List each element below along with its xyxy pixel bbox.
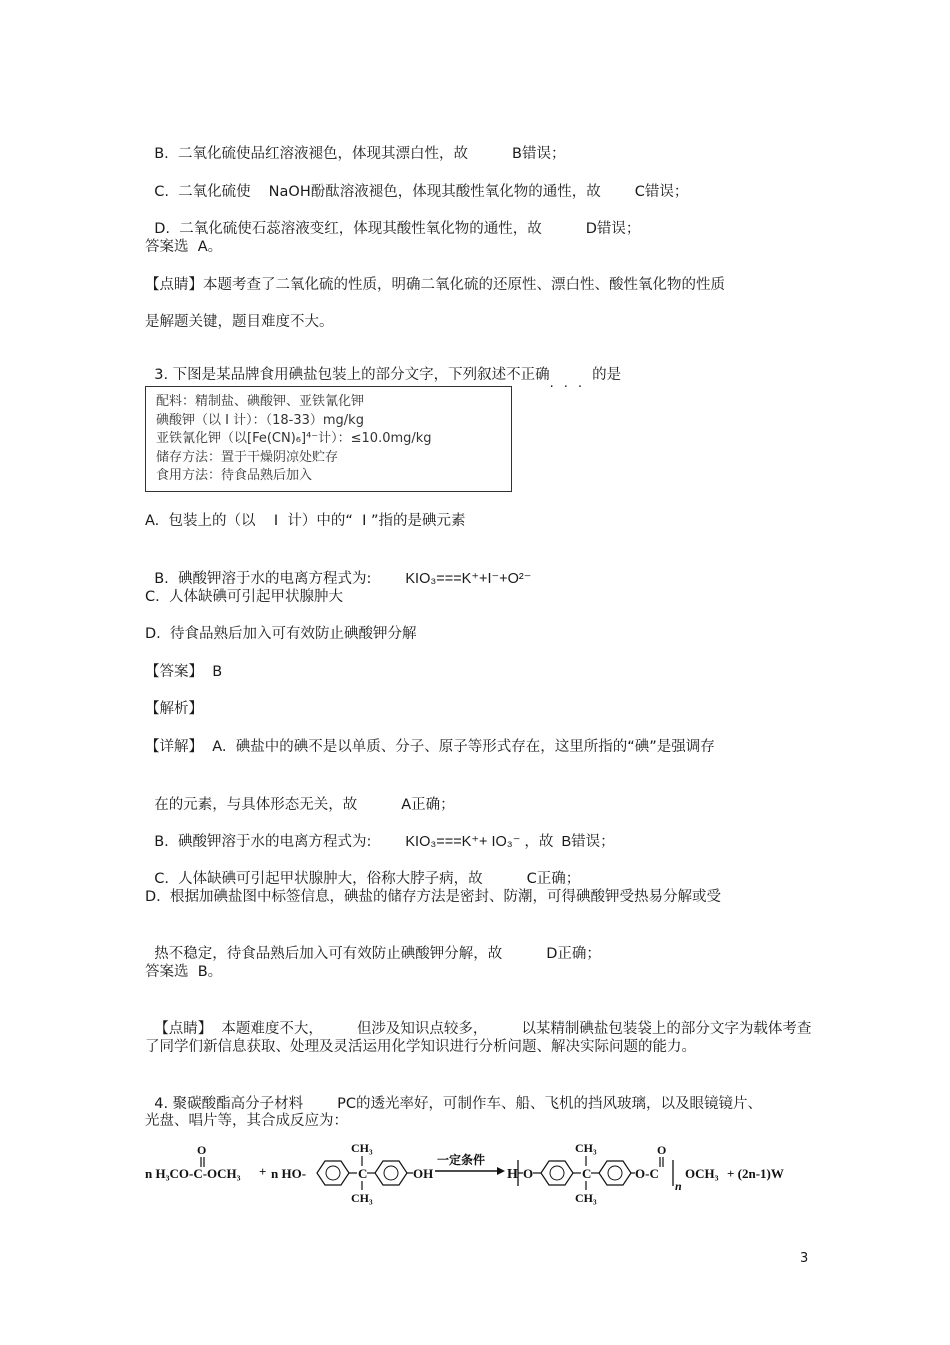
- text-line: 答案选 A。: [145, 239, 223, 255]
- detail-text: 【点睛】 本题难度不大，: [154, 1021, 323, 1037]
- ionization-equation: KIO₃===K⁺+ IO₃⁻ ，故 B错误；: [405, 834, 615, 850]
- line-text: B. 二氧化硫使品红溶液褪色，体现其漂白性，故: [154, 146, 468, 162]
- option-b: [145, 549, 531, 589]
- option-text: B. 碘酸钾溶于水的电离方程式为:: [154, 571, 372, 587]
- line-text: C. 二氧化硫使: [154, 184, 251, 200]
- analysis-heading: 【解析】: [145, 701, 203, 717]
- detail-text: 热不稳定，待食品熟后加入可有效防止碘酸钾分解，故: [154, 946, 503, 962]
- text-line: [145, 199, 640, 239]
- carbonyl-oxygen: O: [657, 1143, 667, 1157]
- aromatic-circle: [550, 1166, 564, 1180]
- question-3: [145, 345, 622, 391]
- product-h: H: [507, 1167, 518, 1182]
- detail-text: C正确；: [526, 871, 581, 887]
- label-row: 储存方法：置于干燥阴凉处贮存: [156, 449, 339, 465]
- methyl-bottom: CH₃: [351, 1191, 373, 1205]
- quaternary-carbon: C: [582, 1166, 592, 1181]
- hydroxyl: OH: [413, 1166, 434, 1181]
- line-text: D错误；: [585, 221, 641, 237]
- detail-line: [145, 924, 601, 964]
- answer: 【答案】 B: [145, 664, 223, 680]
- product-ester-group: O-C: [635, 1166, 659, 1181]
- option-c: C. 人体缺碘可引起甲状腺肿大: [145, 589, 343, 605]
- text-line: [145, 124, 565, 164]
- question-text: 光盘、唱片等，其合成反应为：: [145, 1113, 348, 1129]
- detail-line: [145, 999, 811, 1039]
- aromatic-circle: [608, 1166, 622, 1180]
- detail-text: B. 碘酸钾溶于水的电离方程式为:: [154, 834, 372, 850]
- text-line: 【点睛】本题考查了二氧化硫的性质，明确二氧化硫的还原性、漂白性、酸性氧化物的性质: [145, 277, 725, 293]
- product-end-group: OCH₃: [685, 1166, 719, 1181]
- detail-text: 在的元素，与具体形态无关，故: [154, 797, 358, 813]
- page-number: 3: [800, 1251, 809, 1266]
- benzene-ring: [599, 1161, 631, 1185]
- detail-text: C. 人体缺碘可引起甲状腺肿大，俗称大脖子病，故: [154, 871, 483, 887]
- emphasis-dots: ...: [549, 376, 593, 391]
- arrow-head: [497, 1167, 505, 1175]
- product-oxygen: O: [523, 1166, 534, 1181]
- plus-sign: +: [259, 1164, 267, 1179]
- methyl-bottom: CH₃: [575, 1191, 597, 1205]
- aromatic-circle: [326, 1166, 340, 1180]
- salt-package-label: [145, 386, 512, 492]
- benzene-ring: [375, 1161, 407, 1185]
- question-4: [145, 1074, 762, 1114]
- line-text: C错误；: [634, 184, 689, 200]
- detail-text: D正确；: [546, 946, 601, 962]
- text-line: [145, 162, 688, 202]
- detail-line: 答案选 B。: [145, 964, 223, 980]
- detail-text: 以某精制碘盐包装袋上的部分文字为载体考查: [521, 1021, 812, 1037]
- repeat-count: n: [675, 1179, 682, 1193]
- option-d: D. 待食品熟后加入可有效防止碘酸钾分解: [145, 626, 417, 642]
- detail-line: D. 根据加碘盐图中标签信息，碘盐的储存方法是密封、防潮，可得碘酸钾受热易分解或受: [145, 889, 721, 905]
- detail-line: [145, 812, 615, 852]
- line-text: D. 二氧化硫使石蕊溶液变红，体现其酸性氧化物的通性，故: [154, 221, 542, 237]
- question-text: 的是: [592, 367, 622, 383]
- methyl-top: CH₃: [351, 1141, 373, 1155]
- detail-text: 但涉及知识点较多，: [356, 1021, 488, 1037]
- methyl-top: CH₃: [575, 1141, 597, 1155]
- benzene-ring: [317, 1161, 349, 1185]
- byproduct: + (2n-1)W: [727, 1166, 784, 1181]
- question-text: 4. 聚碳酸酯高分子材料: [154, 1096, 304, 1112]
- carbonyl-oxygen: O: [197, 1143, 207, 1157]
- reactant-dimethyl-carbonate: n H₃CO-C-OCH₃: [145, 1166, 241, 1181]
- ionization-equation: KIO₃===K⁺+I⁻+O²⁻: [405, 571, 532, 587]
- line-text: B错误；: [512, 146, 566, 162]
- detail-line: [145, 775, 455, 815]
- label-row: 配料：精制盐、碘酸钾、亚铁氰化钾: [156, 394, 365, 409]
- line-text: NaOH酚酞溶液褪色，体现其酸性氧化物的通性，故: [268, 184, 601, 200]
- detail-text: A正确；: [401, 797, 455, 813]
- quaternary-carbon: C: [358, 1166, 368, 1181]
- question-text: 3. 下图是某品牌食用碘盐包装上的部分文字，下列叙述不正确: [154, 367, 550, 383]
- label-row: 食用方法：待食品熟后加入: [156, 468, 313, 483]
- polycarbonate-synthesis-reaction: [145, 1138, 795, 1210]
- label-row: 亚铁氰化钾（以[Fe(CN)₆]⁴⁻计）：≤10.0mg/kg: [156, 431, 432, 446]
- detail-line: 了同学们新信息获取、处理及灵活运用化学知识进行分析问题、解决实际问题的能力。: [145, 1039, 696, 1055]
- benzene-ring: [541, 1161, 573, 1185]
- reactant-bisphenol-prefix: n HO-: [271, 1166, 307, 1181]
- text-line: 是解题关键，题目难度不大。: [145, 314, 334, 330]
- detail-line: [145, 849, 580, 889]
- question-text: PC的透光率好，可制作车、船、飞机的挡风玻璃，以及眼镜镜片、: [337, 1096, 763, 1112]
- reaction-condition: 一定条件: [437, 1153, 486, 1167]
- label-row: 碘酸钾（以 I 计）：（18-33）mg/kg: [156, 412, 364, 428]
- aromatic-circle: [384, 1166, 398, 1180]
- option-a: A. 包装上的（以 I 计）中的“ I ”指的是碘元素: [145, 513, 466, 529]
- detail-line: 【详解】 A. 碘盐中的碘不是以单质、分子、原子等形式存在，这里所指的“碘”是强调存: [145, 739, 715, 755]
